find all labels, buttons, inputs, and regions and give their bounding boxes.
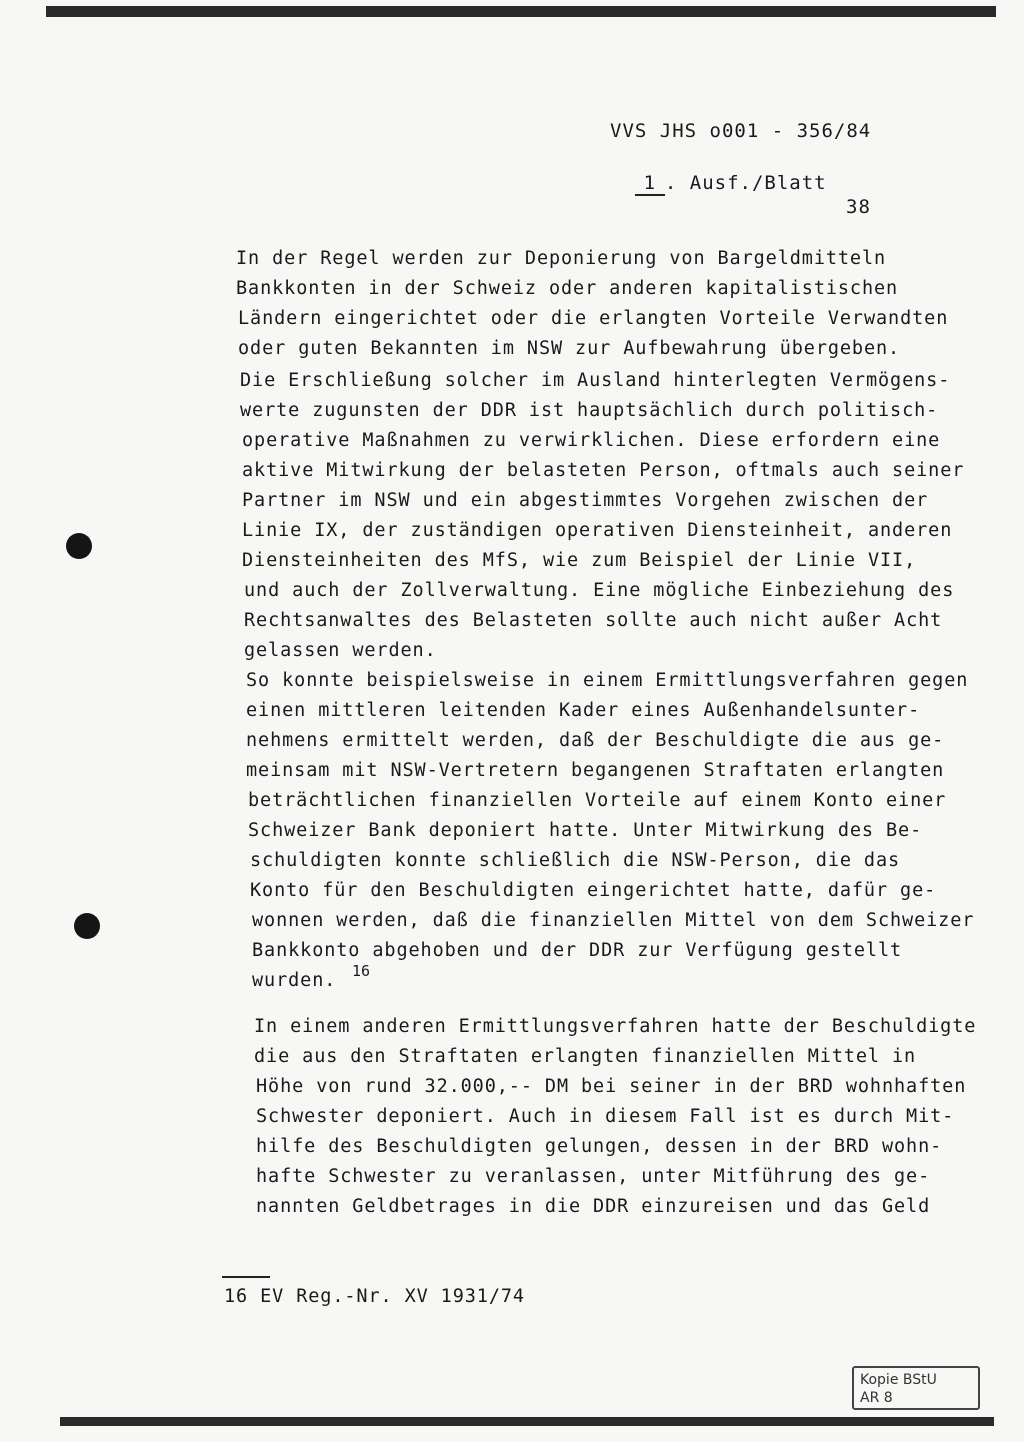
scan-edge-bottom bbox=[60, 1417, 994, 1426]
text-line: Konto für den Beschuldigten eingerichtet hatte, dafür ge- bbox=[250, 880, 937, 901]
text-line: hafte Schwester zu veranlassen, unter Mitführung des ge- bbox=[256, 1166, 931, 1187]
copy-number: 1 bbox=[635, 172, 665, 196]
text-line: Ländern eingerichtet oder die erlangten Vorteile Verwandten bbox=[238, 308, 949, 329]
text-line: schuldigten konnte schließlich die NSW-Person, die das bbox=[250, 850, 901, 871]
stamp-line-1: Kopie BStU bbox=[860, 1372, 937, 1388]
punch-hole-lower bbox=[74, 913, 100, 939]
text-line: In der Regel werden zur Deponierung von Bargeldmitteln bbox=[236, 248, 887, 269]
text-line: einen mittleren leitenden Kader eines Außenhandelsunter- bbox=[246, 700, 921, 721]
text-line: oder guten Bekannten im NSW zur Aufbewahrung übergeben. bbox=[238, 338, 901, 359]
archive-stamp bbox=[852, 1366, 980, 1410]
text-line: aktive Mitwirkung der belasteten Person, oftmals auch seiner bbox=[242, 460, 965, 481]
text-line: Bankkonten in der Schweiz oder anderen kapitalistischen bbox=[236, 278, 899, 299]
punch-hole-upper bbox=[66, 533, 92, 559]
text-line: Schwester deponiert. Auch in diesem Fall ist es durch Mit- bbox=[256, 1106, 955, 1127]
text-line: und auch der Zollverwaltung. Eine mögliche Einbeziehung des bbox=[244, 580, 955, 601]
text-line: meinsam mit NSW-Vertretern begangenen Straftaten erlangten bbox=[246, 760, 945, 781]
text-line: Partner im NSW und ein abgestimmtes Vorgehen zwischen der bbox=[242, 490, 929, 511]
sheet-label: . Ausf./Blatt bbox=[664, 172, 827, 194]
stamp-line-2: AR 8 bbox=[860, 1390, 893, 1406]
text-line: nannten Geldbetrages in die DDR einzureisen und das Geld bbox=[256, 1196, 931, 1217]
scan-edge-top bbox=[46, 6, 996, 17]
text-line: werte zugunsten der DDR ist hauptsächlich durch politisch- bbox=[240, 400, 939, 421]
text-line: So konnte beispielsweise in einem Ermittlungsverfahren gegen bbox=[246, 670, 969, 691]
text-line: die aus den Straftaten erlangten finanziellen Mittel in bbox=[254, 1046, 917, 1067]
text-line: In einem anderen Ermittlungsverfahren hatte der Beschuldigte bbox=[254, 1016, 977, 1037]
text-line: beträchtlichen finanziellen Vorteile auf einem Konto einer bbox=[248, 790, 947, 811]
document-reference: VVS JHS o001 - 356/84 bbox=[610, 120, 872, 142]
text-line: operative Maßnahmen zu verwirklichen. Diese erfordern eine bbox=[242, 430, 941, 451]
footnote-rule bbox=[222, 1276, 270, 1278]
text-line: Höhe von rund 32.000,-- DM bei seiner in der BRD wohnhaften bbox=[256, 1076, 967, 1097]
text-line: Diensteinheiten des MfS, wie zum Beispiel der Linie VII, bbox=[242, 550, 917, 571]
text-line: Linie IX, der zuständigen operativen Diensteinheit, anderen bbox=[242, 520, 953, 541]
text-line: wonnen werden, daß die finanziellen Mittel von dem Schweizer bbox=[252, 910, 975, 931]
text-line: nehmens ermittelt werden, daß der Beschuldigte die aus ge- bbox=[246, 730, 945, 751]
sheet-number: 38 bbox=[846, 196, 871, 218]
text-line: hilfe des Beschuldigten gelungen, dessen in der BRD wohn- bbox=[256, 1136, 943, 1157]
text-line: wurden. bbox=[252, 970, 337, 991]
footnote-marker: 16 bbox=[352, 962, 371, 980]
text-line: Rechtsanwaltes des Belasteten sollte auch nicht außer Acht bbox=[244, 610, 943, 631]
text-line: Schweizer Bank deponiert hatte. Unter Mitwirkung des Be- bbox=[248, 820, 923, 841]
sheet-info bbox=[610, 150, 871, 218]
text-line: Die Erschließung solcher im Ausland hinterlegten Vermögens- bbox=[240, 370, 951, 391]
text-line: Bankkonto abgehoben und der DDR zur Verfügung gestellt bbox=[252, 940, 903, 961]
footnote: 16 EV Reg.-Nr. XV 1931/74 bbox=[224, 1286, 525, 1307]
text-line: gelassen werden. bbox=[244, 640, 437, 661]
